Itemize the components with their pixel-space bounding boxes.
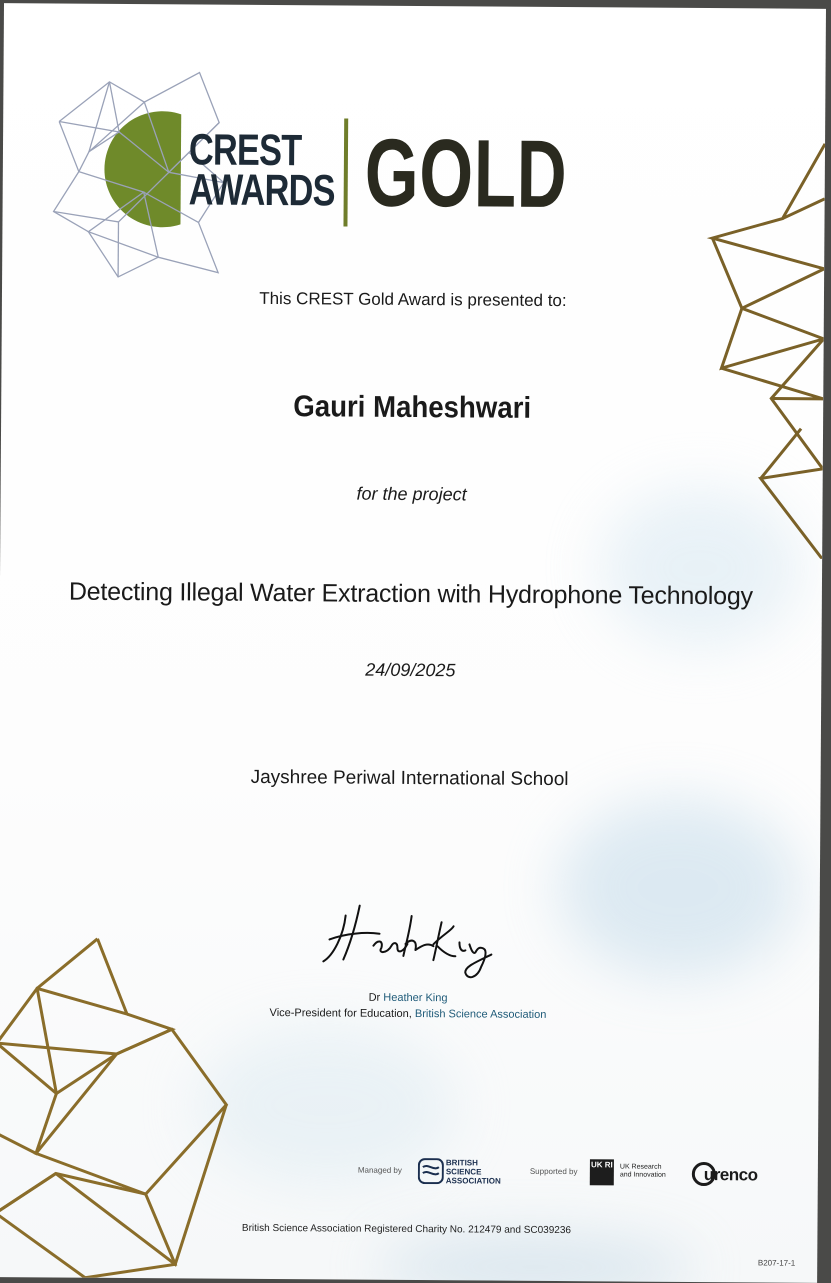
recipient-name: Gauri Maheshwari (293, 390, 532, 425)
logo-divider (343, 119, 348, 227)
brand-line-awards: AWARDS (188, 165, 335, 216)
bsa-line-2: SCIENCE (445, 1167, 482, 1177)
crest-awards-wordmark (188, 125, 336, 216)
signatory-role-text: Vice-President for Education, (269, 1007, 415, 1021)
watercolor-wash (375, 1236, 695, 1283)
bsa-wordmark (446, 1158, 501, 1185)
document-code: B207-17-1 (757, 1258, 796, 1268)
for-project-text: for the project (356, 483, 467, 505)
bsa-line-1: BRITISH (445, 1158, 478, 1168)
bsa-line-3: ASSOCIATION (445, 1176, 501, 1186)
award-level-gold: GOLD (364, 119, 568, 229)
watercolor-wash (557, 797, 798, 979)
signature-icon (315, 895, 506, 986)
presented-to-text: This CREST Gold Award is presented to: (259, 288, 567, 311)
signatory-organisation: British Science Association (414, 1008, 547, 1021)
supported-by-label: Supported by (529, 1166, 578, 1177)
ukri-line-1: UK Research (619, 1163, 662, 1171)
project-title: Detecting Illegal Water Extraction with Hydrophone Technology (68, 577, 753, 611)
brand-line-crest: CREST (188, 125, 302, 176)
bsa-emblem-icon (418, 1158, 444, 1184)
urenco-logo (692, 1162, 762, 1190)
award-date: 24/09/2025 (365, 659, 456, 681)
school-name: Jayshree Periwal International School (250, 766, 569, 791)
ukri-line-2: and Innovation (619, 1171, 666, 1179)
signatory-title: Dr (368, 991, 384, 1004)
ukri-wordmark (620, 1163, 666, 1179)
footer-logos (358, 1154, 778, 1197)
charity-notice: British Science Association Registered Charity No. 212479 and SC039236 (241, 1222, 572, 1237)
ukri-logo-mark: UK RI (590, 1159, 614, 1185)
certificate-sheet (0, 3, 826, 1283)
urenco-wordmark: urenco (703, 1165, 758, 1185)
bsa-logo (418, 1156, 510, 1189)
managed-by-label: Managed by (357, 1165, 402, 1175)
signatory-name-text: Heather King (383, 991, 448, 1005)
